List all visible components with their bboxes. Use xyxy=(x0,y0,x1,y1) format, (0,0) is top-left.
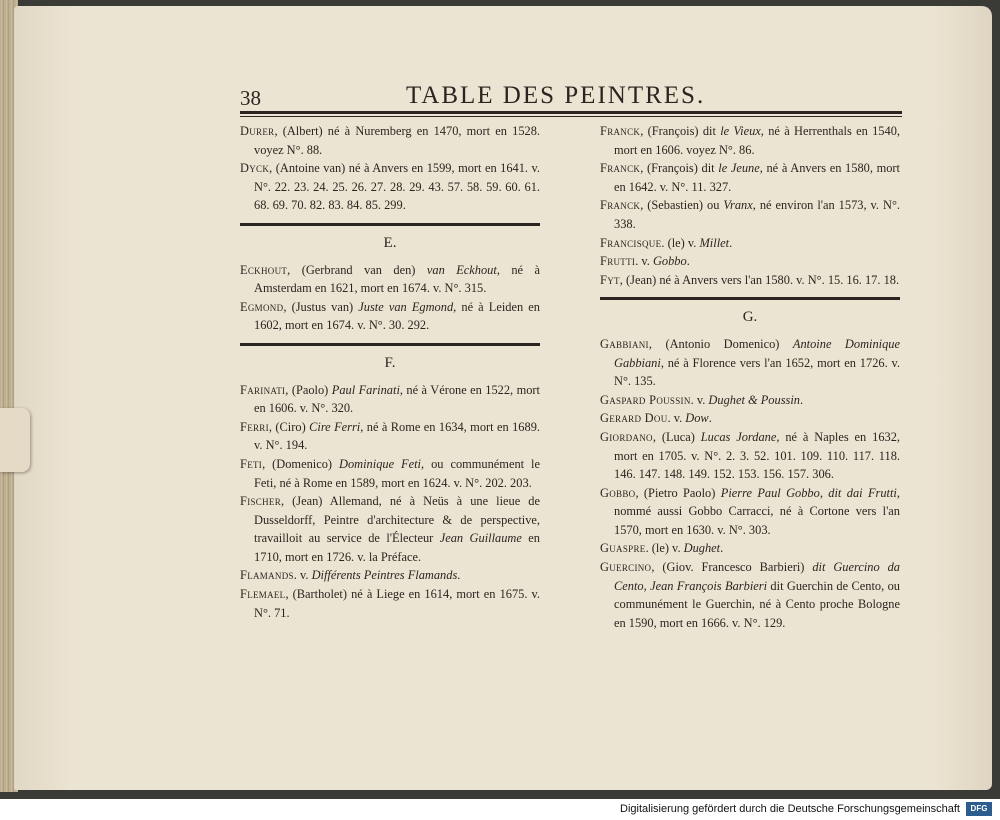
index-entry xyxy=(240,261,540,298)
index-entry xyxy=(240,566,540,585)
entry-text: . v. xyxy=(667,411,686,426)
footer-credit: Digitalisierung gefördert durch die Deutsche Forschungsgemeinschaft xyxy=(620,803,960,815)
entry-italic-name: le Jeune xyxy=(718,161,760,176)
entry-text: , (Gerbrand van den) xyxy=(287,262,427,277)
entry-italic-name: van Eckhout xyxy=(426,262,497,277)
entry-text: , ou communément le Feti, né à Rome en 1589, mort en 1624. v. N°. 202. 203. xyxy=(254,456,540,490)
page-title: TABLE DES PEINTRES. xyxy=(406,82,706,109)
painter-name: Farinati xyxy=(240,382,286,397)
painter-name: Frutti xyxy=(600,254,636,269)
entry-text: , (Albert) né à Nuremberg en 1470, mort en 1528. xyxy=(274,124,540,138)
entry-text: , (Luca) xyxy=(652,429,701,444)
painter-name: Guercino xyxy=(600,560,652,575)
entry-italic-name: Différents Peintres Flamands xyxy=(311,568,458,583)
entry-text: . v. xyxy=(690,392,709,407)
index-entry xyxy=(240,159,540,215)
book-page xyxy=(14,6,992,790)
painter-name: Gaspard Poussin xyxy=(600,392,691,407)
entry-italic-name: Paul Farinati xyxy=(331,382,400,397)
section-d-entries xyxy=(240,122,540,215)
entry-italic-name: Dow xyxy=(685,411,709,426)
entry-italic-name: Cire Ferri xyxy=(309,419,361,434)
entry-text: , né à Vérone en 1522, mort en 1606. v. N°. 320. xyxy=(254,382,540,416)
painter-name: Fyt xyxy=(600,272,620,287)
index-entry xyxy=(600,159,900,196)
entry-text: en 1710, mort en 1726. v. la Préface. xyxy=(254,531,540,564)
entry-text: . (le) v. xyxy=(645,541,684,556)
entry-italic-name: Dominique Feti xyxy=(339,456,422,471)
entry-refs: voyez N°. 88. xyxy=(254,142,323,157)
index-entry xyxy=(600,409,900,428)
index-entry xyxy=(600,271,900,290)
painter-name: Franck xyxy=(600,161,641,176)
index-entry xyxy=(600,484,900,540)
painter-name: Feti xyxy=(240,456,263,471)
entry-italic-name: le Vieux xyxy=(720,124,761,138)
section-f-continued-entries xyxy=(600,122,900,289)
entry-text: . xyxy=(799,392,804,407)
footer-bar xyxy=(0,799,1000,820)
index-entry xyxy=(240,492,540,566)
painter-name: Flemael xyxy=(240,587,286,602)
entry-text: , né à Amsterdam en 1621, mort en 1674. v. N°. 315. xyxy=(254,262,540,296)
entry-text: , né à Herrenthals en 1540, mort en 1606. voyez N°. 86. xyxy=(614,124,900,157)
entry-text: , (Bartholet) né à Liege en 1614, mort en 1675. v. N°. 71. xyxy=(254,587,540,620)
painter-name: Dyck xyxy=(240,161,270,176)
entry-text: , (Sebastien) ou xyxy=(640,198,724,213)
entry-text: , nommé aussi Gobbo Carracci, né à Cortone vers l'an 1570, mort en 1630. v. N°. 303. xyxy=(614,485,900,537)
entry-text: , (Antoine van) né à Anvers en 1599, mort en 1641. xyxy=(269,161,529,176)
index-entry xyxy=(600,428,900,484)
section-rule xyxy=(600,297,900,300)
entry-refs: v. N°. 22. 23. 24. 25. 26. 27. 28. 29. 43. 57. 58. 59. 60. 61. 68. 69. 70. 82. 83. 84. 85. 299. xyxy=(254,161,540,213)
entry-text: , né à Florence vers l'an 1652, mort en 1726. v. N°. 135. xyxy=(614,355,900,389)
entry-text: , (Ciro) xyxy=(268,419,310,434)
section-e-entries xyxy=(240,261,540,335)
painter-name: Francisque xyxy=(600,235,662,250)
entry-italic-name: Pierre Paul Gobbo, dit dai Frutti xyxy=(720,485,897,500)
entry-text: , (Justus van) xyxy=(283,299,359,314)
entry-text: , (Jean) Allemand, né à Neüs à une lieue de Dusseldorff, Peintre d'architecture & de perspective, travailloit au service de l'Électeur xyxy=(254,494,540,546)
index-entry xyxy=(240,418,540,455)
entry-italic-name: Antoine Dominique Gabbiani xyxy=(614,336,900,370)
entry-italic-name: Lucas Jordane xyxy=(700,429,777,444)
entry-text: , né à Naples en 1632, mort en 1705. v. N°. 2. 3. 52. 101. 109. 110. 117. 118. 146. 147. 148. 149. 152. 153. 156. 157. 306. xyxy=(614,429,901,482)
entry-text: , né environ l'an 1573, v. N°. 338. xyxy=(614,198,900,231)
index-entry xyxy=(600,234,900,253)
left-column xyxy=(240,122,540,622)
entry-text: , né à Leiden en 1602, mort en 1674. v. N°. 30. 292. xyxy=(254,299,541,333)
painter-name: Giordano xyxy=(600,429,653,444)
index-entry xyxy=(240,381,540,418)
entry-text: . v. xyxy=(293,568,312,583)
entry-text: , né à Rome en 1634, mort en 1689. v. N°. 194. xyxy=(254,419,540,453)
entry-italic-name: Vranx xyxy=(723,198,753,213)
index-entry xyxy=(600,196,900,233)
right-column xyxy=(600,122,900,632)
entry-italic-name: dit Guercino da Cento, Jean François Barbieri xyxy=(614,560,900,593)
index-entry xyxy=(600,122,900,159)
index-entry xyxy=(240,298,540,335)
painter-name: Egmond xyxy=(240,299,284,314)
entry-text: , (François) dit xyxy=(640,124,721,138)
painter-name: Franck xyxy=(600,198,641,213)
painter-name: Fischer xyxy=(240,494,281,509)
entry-text: dit Guerchin de Cento, ou communément le Guerchin, né à Cento proche Bologne en 1590, mort en 1666. v. N°. 129. xyxy=(614,578,901,630)
page-number: 38 xyxy=(240,86,261,110)
section-letter-f: F. xyxy=(384,354,396,371)
painter-name: Durer xyxy=(240,124,275,138)
painter-name: Gabbiani xyxy=(600,336,649,351)
painter-name: Franck xyxy=(600,124,641,138)
entry-text: , (François) dit xyxy=(640,161,719,176)
painter-name: Ferri xyxy=(240,419,269,434)
section-g-entries xyxy=(600,335,900,633)
page-tab xyxy=(0,408,30,472)
entry-italic-name: Gobbo xyxy=(652,254,687,269)
painter-name: Flamands xyxy=(240,568,294,583)
entry-text: , (Paolo) xyxy=(285,382,332,397)
section-f-entries xyxy=(240,381,540,623)
entry-text: . xyxy=(720,541,724,556)
painter-name: Eckhout xyxy=(240,262,288,277)
painter-name: Guaspre xyxy=(600,541,646,556)
index-entry xyxy=(600,558,900,632)
index-entry xyxy=(240,455,540,492)
section-letter-e: E. xyxy=(383,234,397,251)
entry-italic-name: Millet xyxy=(699,235,730,250)
painter-name: Gobbo xyxy=(600,485,636,500)
entry-text: , (Giov. Francesco Barbieri) xyxy=(651,560,813,575)
entry-text: , né à Anvers en 1580, mort en 1642. v. N°. 11. 327. xyxy=(614,161,900,194)
section-letter-g: G. xyxy=(742,309,758,326)
dfg-logo: DFG xyxy=(966,802,992,816)
header-rule xyxy=(240,111,902,117)
entry-text: , (Antonio Domenico) xyxy=(648,336,793,351)
index-entry xyxy=(600,252,900,271)
entry-italic-name: Dughet xyxy=(683,541,721,556)
entry-text: . v. xyxy=(635,254,653,269)
entry-text: , (Jean) né à Anvers vers l'an 1580. v. N°. 15. 16. 17. 18. xyxy=(619,272,900,287)
entry-text: . xyxy=(457,568,461,583)
entry-text: . (le) v. xyxy=(661,235,700,250)
section-rule xyxy=(240,223,540,226)
index-entry xyxy=(600,539,900,558)
index-entry xyxy=(600,335,900,391)
entry-text: . xyxy=(708,411,712,426)
index-entry xyxy=(600,391,900,410)
section-rule xyxy=(240,343,540,346)
entry-text: . xyxy=(729,235,733,250)
entry-text: , (Domenico) xyxy=(262,456,340,471)
entry-italic-name: Jean Guillaume xyxy=(439,531,522,546)
entry-text: , (Pietro Paolo) xyxy=(635,485,721,500)
entry-italic-name: Juste van Egmond xyxy=(358,299,454,314)
painter-name: Gerard Dou xyxy=(600,411,668,426)
index-entry xyxy=(240,585,540,622)
index-entry xyxy=(240,122,540,159)
entry-text: . xyxy=(686,254,690,269)
entry-italic-name: Dughet & Poussin xyxy=(708,392,800,407)
